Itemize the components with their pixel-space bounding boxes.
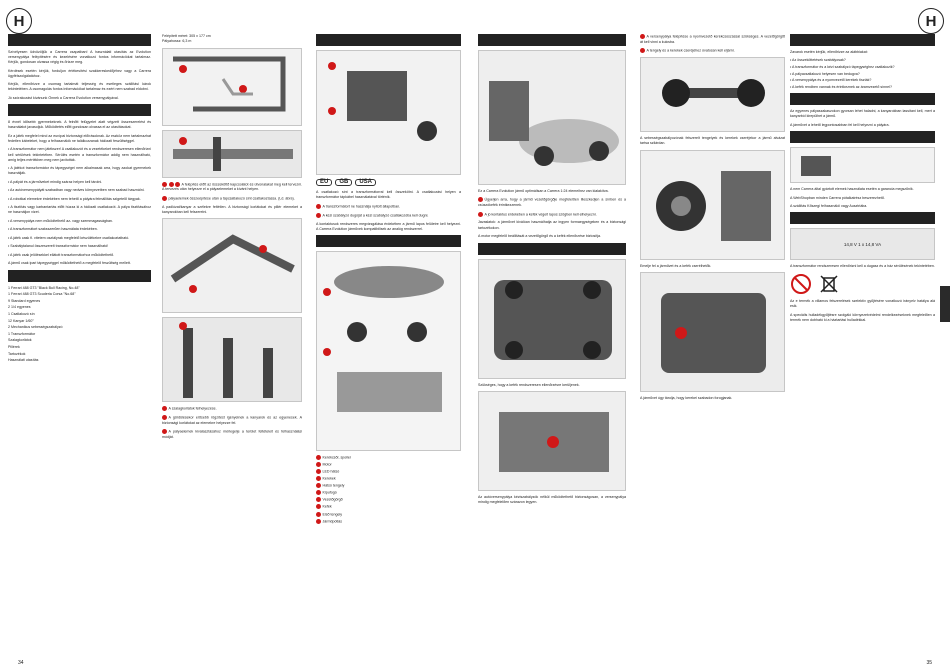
plug-type-row: [316, 179, 461, 186]
spare-part-icon: [791, 148, 935, 183]
legend-item: Kipufogó: [316, 490, 461, 496]
transformer-figure: [316, 50, 461, 175]
pillar-figure: [162, 317, 302, 402]
list-item: 12 Kanyar 1/60°: [8, 318, 34, 323]
list-item: 1 Ferrari 488 GT3 "Black Bull Racing, No.48": [8, 285, 80, 290]
rear-axle-icon: [641, 58, 785, 132]
legend-item: Kerekek: [316, 476, 461, 482]
connection-text: A csatlakozó sínt a transzformátorral kell összekötni. A csatlakozási helyen a transzformátor tápkábel használatával történik.: [316, 190, 461, 200]
safety-paragraph: • Szabálytalanul összeszerelt transzformátor nem használható!: [8, 244, 109, 249]
section-header: [478, 243, 626, 255]
vehicle-text: Az autóversenypálya kéziszabályzók nélkül működtethető biztonságosan, a versenypálya mindig megfelelően szárazon legyen.: [478, 495, 626, 505]
section-header: [478, 34, 626, 46]
intro-paragraph: Kérjük, ellenőrizze a csomag tartalmát teljesség és esetleges szállítási károk tekintetében. A csomagolás fontos információkat tartalmaz és ezért nem szabad eldobni.: [8, 82, 151, 92]
list-item: Szalagkorlátok: [8, 338, 32, 343]
parts-text: A nem Carrera által gyártott elemek használata esetén a garancia megszűnik.: [790, 187, 914, 192]
maintenance-text: A járművet úgy tárolja, hogy kerekei szabadon forogjanak.: [640, 396, 733, 401]
track-layout-figure: [162, 48, 302, 126]
parts-text: A WebShopban minden Carrera pótalkatrész beszerezhető.: [790, 195, 885, 200]
check-item: • Az összeköttetések szabályosak?: [790, 58, 846, 63]
assembly-text: A szalagkorlátok felhelyezése.: [162, 406, 302, 412]
section-header: [790, 93, 935, 105]
list-item: Tartozékok: [8, 351, 26, 356]
tip-text: Az egyenes pályaszakaszokon gyorsan lehet haladni, a kanyarokban lassítani kell, mert a kanyarból kirepülhet a jármű.: [790, 108, 935, 119]
page-edge-tab: [940, 286, 950, 322]
legend-item: Hátsó tengely: [316, 483, 461, 489]
list-item: 1 Ferrari 488 GT3 Scuderia Corsa "No.68": [8, 292, 76, 297]
column-maintenance: [640, 34, 785, 652]
list-item: 1 Transzformátor: [8, 331, 36, 336]
symbol-row: [790, 273, 935, 295]
section-header: [8, 34, 151, 46]
assembly-text: A pályaelemek kiválasztásához mérlegelje a terület feltételeit és felhasználási módját.: [162, 429, 302, 439]
column-connection: [316, 34, 461, 652]
list-item: 1 Csatlakozó sín: [8, 312, 35, 317]
safety-paragraph: • A tisztítás vagy karbantartás előtt húzza ki a hálózati csatlakozót. A pálya tisztításához ne használjon vizet.: [8, 205, 151, 215]
parts-legend: [316, 455, 461, 524]
pillar-icon: [163, 318, 302, 402]
legend-item: Kerékcsőr, spoiler: [316, 455, 461, 461]
voltage-label: 14,8 V 1 x 14,8 VA: [843, 241, 882, 247]
parts-text: A szállítás Kőszegi felhasználói vagy Ausztriába.: [790, 203, 868, 208]
chassis-icon: [479, 260, 626, 379]
check-item: • A versenypálya és a nyomvezető kerekek tiszták?: [790, 78, 872, 83]
spare-parts-figure: [790, 147, 935, 183]
section-header: [790, 34, 935, 46]
check-item: • A transzformátor és a kézi szabályzó tápegységhez csatlakozik?: [790, 65, 895, 70]
column-troubleshooting: [790, 34, 935, 652]
legend-item: Kefék: [316, 504, 461, 510]
assembly-text: A felépítés előtt az összeköttő kapcsolatot és útvonalakat meg kell tervezni. A tervezés után helyezze el a pályaelemeket a kívánt helyen.: [162, 182, 302, 192]
connection-text: A kontaktusok rendszeres megvizsgálása érdekében a jármű lapos felületre kell helyezni. A Carrera Evolution járművek kompatibilisek az analóg rendszerrel.: [316, 221, 461, 231]
vehicle-text: Szükséges, hogy a kefék rendszeresen ellenőrzésre kerüljenek.: [478, 382, 580, 387]
assembly-text: A padlózat/kanyar a szélekre feltétlen. A biztonsági korlátokat és pillér elemeket a kanyarokban kell felszerelni.: [162, 204, 302, 214]
tip-text: A járművet a lehető legpontosabban fel kell helyezni a pályára.: [790, 122, 890, 127]
section-header: [316, 235, 461, 247]
plug-gb-label: GB: [335, 179, 352, 186]
list-item: 2 Mechanikus sebességszabályzó: [8, 325, 63, 330]
legend-item: Járműpótlás: [316, 519, 461, 525]
assembly-text: A gördülésekor erősebb rögzítést igényelnek a kanyarok és az egyenesek. A biztonsági korlátokat az elemekre helyezze fel.: [162, 415, 302, 425]
section-header: [8, 270, 151, 282]
plug-usa-label: USA: [355, 179, 376, 186]
page-number-left: 34: [18, 660, 24, 666]
section-header: [790, 131, 935, 143]
legend-item: Első tengely: [316, 512, 461, 518]
safety-paragraph: Ez a játék megfelel mind az európai biztonsági előírásoknak. Az eszköz nem tartalmazhat fedetlen kábeleket, hogy a felhasználók ne találkozzanak hálózati feszültséggel.: [8, 133, 151, 143]
maintenance-text: A versenypálya felépítése a nyomvezető kerékcsúszással szükséges. A vezetőgörgőt át kell vinni a kulcsba.: [640, 34, 785, 44]
track-icon: [163, 49, 302, 126]
maintenance-text: Emelje fel a járművet és a kefék cserélhetők.: [640, 263, 712, 268]
car-chassis-icon: [641, 273, 785, 392]
brush-figure: [478, 391, 626, 491]
transformer-icon: [317, 51, 461, 175]
column-vehicle: [478, 34, 626, 652]
car-exploded-icon: [317, 252, 461, 451]
safety-paragraph: • Az autóversenypályát szabadban vagy nedves környezetben nem szabad használni.: [8, 188, 145, 193]
voltage-figure: [790, 228, 935, 260]
maintenance-text: A tengely és a kerekek cseréjéhez óvatosan kell eljárni.: [640, 48, 785, 54]
spec-text: Felépített méret: 305 x 177 cm: [162, 34, 211, 38]
vehicle-text: A motor megfelelő beállítását a vezetőgörgő és a kefék ellenőrzése biztosítja.: [478, 234, 602, 239]
guardrail-icon: [163, 219, 302, 313]
list-item: 9 Standard egyenes: [8, 298, 41, 303]
safety-paragraph: • A pályát és a járműveket mindig száraz helyen kell tárolni.: [8, 179, 103, 184]
spec-text: Pályahossz: 6,3 m: [162, 39, 192, 44]
plug-eu-label: EU: [316, 179, 332, 186]
safety-paragraph: A jármű csak ipari tápegységgel működtethető a megfelelő feszültség mellett.: [8, 261, 131, 266]
weee-bin-icon: [818, 273, 840, 295]
car-photo-figure: [478, 50, 626, 185]
list-item: Pillérek: [8, 345, 20, 349]
section-header: [790, 212, 935, 224]
connection-text: A kézi szabályzó dugóját a kézi szabályzó csatlakozóba kell dugni.: [316, 213, 461, 219]
legend-item: LED hátsó: [316, 469, 461, 475]
safety-paragraph: • A transzformátor nem játékszer! A csatlakozót és a vezetékeket rendszeresen ellenőrizni kell sérülések tekintetében. Sérülés esetén a transzformátor addig nem használható, amíg teljes mértékben meg nem javították.: [8, 147, 151, 162]
troubleshoot-text: Zavarok esetén kérjük, ellenőrizze az alábbiakat:: [790, 50, 868, 54]
track-join-figure: [162, 130, 302, 178]
chassis-figure: [478, 259, 626, 379]
maintenance-text: A sebességszabályozónak felszerelt tengelyek és kerekek cseréjekor a jármű alvázat tartsa szilárdan.: [640, 135, 785, 146]
legend-item: Motor: [316, 462, 461, 468]
safety-paragraph: • A játékot transzformátor és tápegységei nem alkalmasak arra, hogy azokat gyermekek használják.: [8, 166, 151, 176]
intro-paragraph: Szívélyesen üdvözöljük a Carrera csapatban! A használati utasítás az Evolution versenypálya felépítésére és kezelésére vonatkozó fontos információkat tartalmaz. Kérjük, gondosan olvassa végig és őrizze meg.: [8, 50, 151, 65]
safety-paragraph: • A játék cask fi. vitetem osztályrak megfelelő készülékekre csatlakoztatható.: [8, 235, 130, 240]
legend-item: Vezetőgörgő: [316, 497, 461, 503]
vehicle-text: Ez a Carrera Evolution jármű optimálisan a Carrera 1:24 elemeihez van kialakítva.: [478, 189, 609, 193]
disposal-text: Az e termék a villamos felszerelések szelektív gyűjtésére vonatkozó irányelv hatálya alá esik.: [790, 298, 935, 309]
column-assembly: [162, 34, 302, 652]
rear-axle-figure: [640, 57, 785, 132]
vehicle-text: Javaslatok: a járművet kiválóan használhatja az ingyen formaegységeken és a biztonsági tartozékokon.: [478, 220, 626, 230]
vehicle-text: A jó kontaktus érdekében a kefék végeit lapos szögben kell elhelyezni.: [478, 212, 626, 218]
car-icon: [479, 51, 626, 185]
vehicle-text: Ügyeljen arra, hogy a jármű vezetőgörgője megfelelően illeszkedjen a sínben és a csúszókefék érintkezzenek.: [478, 197, 626, 208]
guardrail-figure: [162, 218, 302, 313]
list-item: 2 1/4 egyenes: [8, 305, 31, 310]
no-child-icon: [790, 273, 812, 295]
safety-paragraph: 8 évnél idősebb gyermekeknek. A felnőtt felügyelet alatt végzett összeszerelést és használatot javasoljuk. Működtetés előtt gondosan olvassa el az utasításokat.: [8, 120, 151, 130]
safety-paragraph: • A versenypálya nem működtethető az- vagy szemmagasságban.: [8, 218, 113, 223]
track-joint-icon: [163, 131, 302, 178]
connection-text: A transzformátort ne használja nyitott állapotban.: [316, 204, 461, 210]
brush-icon: [479, 392, 626, 491]
intro-paragraph: Jó szórakozást kívánunk Önnek a Carrera Evolution versenypályával.: [8, 95, 119, 100]
language-badge-left: H: [6, 8, 32, 34]
safety-paragraph: • A játék csak jelölésekkel ellátott transzformátorhoz működtethető.: [8, 252, 115, 257]
wheel-figure: [640, 150, 785, 260]
list-item: Használati utasítás: [8, 358, 39, 363]
disposal-text: A speciális hulladékgyűjtésre szolgáló környezetvédelmi rendelkezéseknek megfelelően a termék nem dobható ki a háztartási hulladékkal.: [790, 312, 935, 322]
transformer-text: A transzformátor rendszeresen ellenőrizni kell a dugasz és a ház sérülésének tekintetében.: [790, 264, 935, 269]
safety-paragraph: • A robotkai elemekre érdekében nem tehető a pályára felmállítás szigetelő tárgyak.: [8, 196, 141, 201]
contents-list: [8, 286, 151, 364]
car-exploded-figure: [316, 251, 461, 451]
check-item: • A kefék rendben vannak és érintkeznek az áramvezető sínnel?: [790, 84, 892, 89]
safety-paragraph: • A transzformátort szaksszerűen használata érdekében.: [8, 227, 98, 232]
assembly-text: pályaelemek összeépítése után a tápcsatlakozó sínt csatlakoztassa. (Ld. ábra).: [162, 196, 302, 202]
section-header: [316, 34, 461, 46]
section-header: [8, 104, 151, 116]
page-number-right: 35: [926, 660, 932, 666]
wheel-icon: [641, 151, 785, 260]
check-item: • A pályacsatlakozó helyesen van bedugva?: [790, 71, 860, 76]
column-intro: [8, 34, 151, 652]
car-chassis-figure: [640, 272, 785, 392]
checklist: [790, 58, 935, 89]
intro-paragraph: Kérdések esetén kérjük, forduljon értékesítési szakkereskedőjéhez vagy a Carrera ügyfélszolgálatához.: [8, 68, 151, 78]
language-badge-right: H: [918, 8, 944, 34]
